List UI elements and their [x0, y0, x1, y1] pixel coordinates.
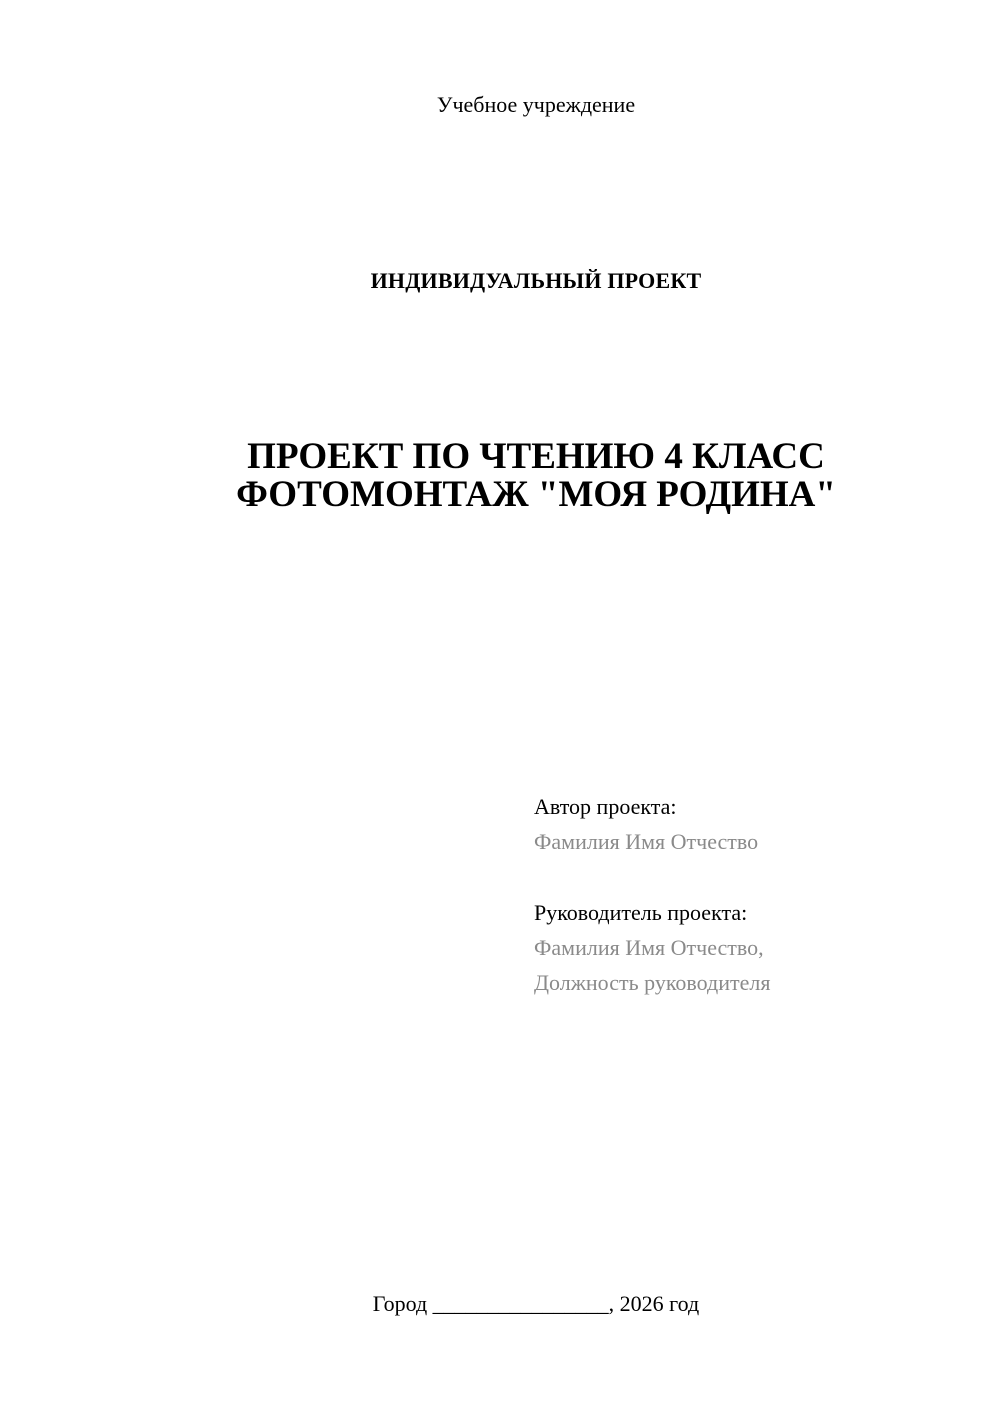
- author-label: Автор проекта:: [534, 794, 677, 819]
- project-title: [0, 438, 1000, 514]
- project-title-line-1: ПРОЕКТ ПО ЧТЕНИЮ 4 КЛАСС: [247, 436, 825, 477]
- credits-block: [534, 789, 974, 1000]
- credits-spacer: [534, 859, 974, 895]
- author-name: Фамилия Имя Отчество: [534, 829, 759, 854]
- supervisor-name: Фамилия Имя Отчество,: [534, 935, 764, 960]
- supervisor-label: Руководитель проекта:: [534, 900, 748, 925]
- document-type: ИНДИВИДУАЛЬНЫЙ ПРОЕКТ: [370, 268, 702, 293]
- project-title-line-2: ФОТОМОНТАЖ "МОЯ РОДИНА": [236, 474, 836, 515]
- institution-name: Учебное учреждение: [436, 92, 636, 117]
- city-year-line: Город ________________, 2026 год: [372, 1291, 700, 1316]
- supervisor-position: Должность руководителя: [534, 970, 771, 995]
